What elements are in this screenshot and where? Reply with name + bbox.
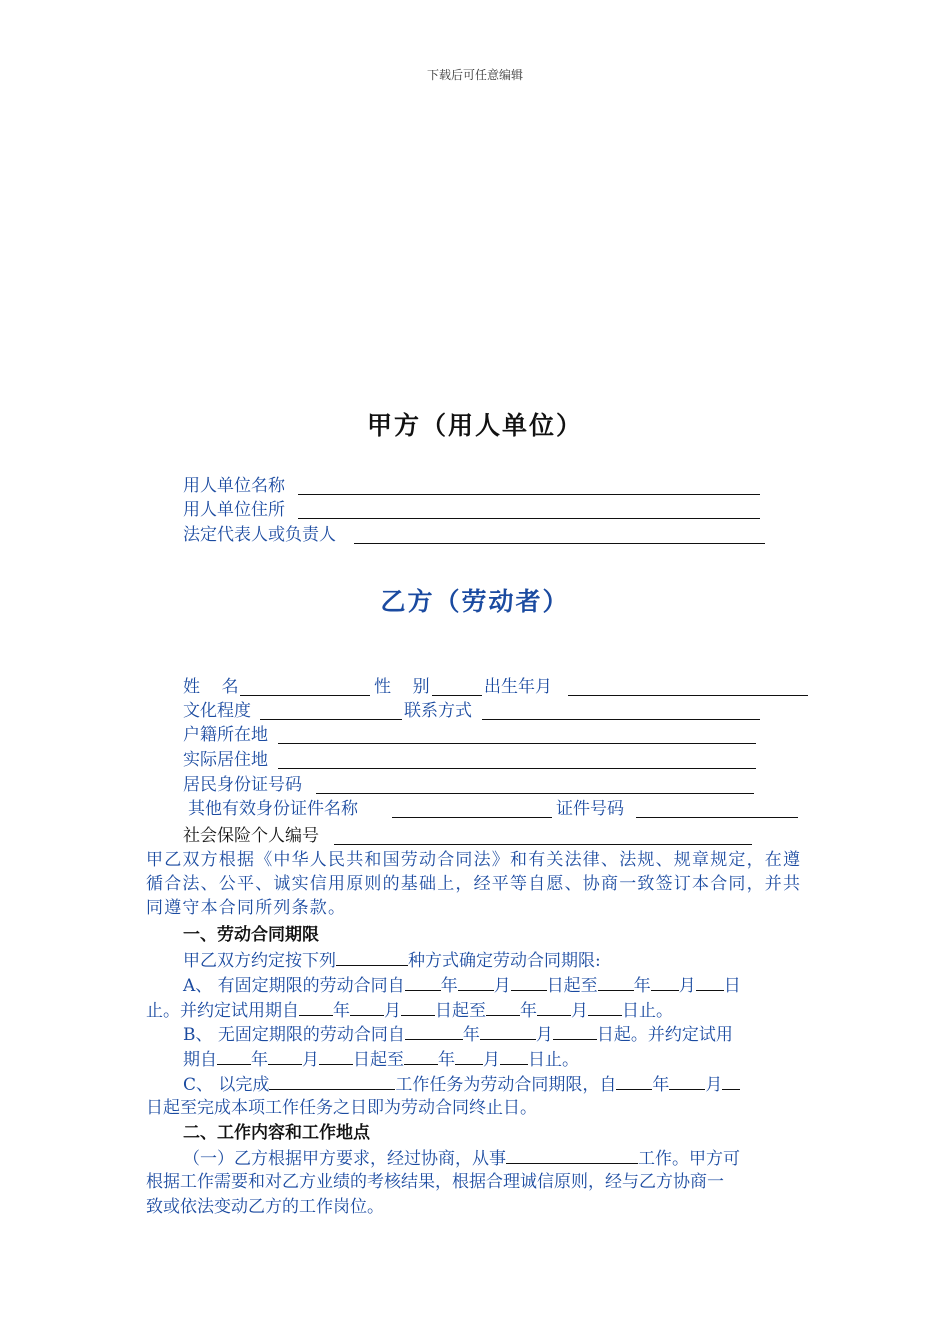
blank[interactable] <box>500 1046 528 1065</box>
month-text: 月 <box>571 1001 588 1021</box>
residence-field[interactable] <box>278 768 756 769</box>
blank[interactable] <box>455 1046 483 1065</box>
household-label: 户籍所在地 <box>183 725 268 745</box>
from-to-text: 日起至 <box>353 1050 404 1070</box>
sec2-p1 <box>183 1145 740 1171</box>
blank[interactable] <box>651 972 679 991</box>
month-text: 月 <box>705 1075 723 1095</box>
from-to-text: 日起至 <box>546 976 598 996</box>
gender-field[interactable] <box>432 695 482 696</box>
section-1-title-text: 一、劳动合同期限 <box>183 925 319 945</box>
blank[interactable] <box>405 972 441 991</box>
option-c-mid-text: 工作任务为劳动合同期限，自 <box>395 1075 617 1095</box>
blank[interactable] <box>350 997 384 1016</box>
option-b-line-2 <box>183 1046 579 1072</box>
task-blank[interactable] <box>269 1071 395 1090</box>
intro-paragraph: 甲乙双方根据《中华人民共和国劳动合同法》和有关法律、法规、规章规定，在遵循合法、公平、诚实信用原则的基础上，经平等自愿、协商一致签订本合同，并共同遵守本合同所列条款。 <box>146 850 802 918</box>
gender-label: 性 别 <box>374 677 430 697</box>
option-a-text: A、 有固定期限的劳动合同自 <box>183 976 405 996</box>
blank[interactable] <box>669 1071 705 1090</box>
blank[interactable] <box>588 997 622 1016</box>
option-b-end-text: 日起。并约定试用 <box>596 1025 733 1045</box>
employer-address-label: 用人单位住所 <box>183 500 285 520</box>
residence-label: 实际居住地 <box>183 750 268 770</box>
end-text: 日止。 <box>528 1050 579 1070</box>
blank[interactable] <box>553 1021 597 1040</box>
id-number-field[interactable] <box>316 793 754 794</box>
option-c-line-2: 日起至完成本项工作任务之日即为劳动合同终止日。 <box>146 1098 537 1118</box>
job-blank[interactable] <box>506 1145 638 1164</box>
month-text: 月 <box>678 976 696 996</box>
contact-field[interactable] <box>482 719 760 720</box>
year-text: 年 <box>462 1025 480 1045</box>
page-header-note: 下载后可任意编辑 <box>426 68 523 82</box>
cert-no-label: 证件号码 <box>556 799 624 819</box>
month-text: 月 <box>535 1025 553 1045</box>
sec2-p2: 根据工作需要和对乙方业绩的考核结果，根据合理诚信原则，经与乙方协商一 <box>146 1172 724 1192</box>
day-text: 日 <box>723 976 741 996</box>
employer-name-field[interactable] <box>298 494 760 495</box>
sec2-p3: 致或依法变动乙方的工作岗位。 <box>146 1197 384 1217</box>
option-c-line-1 <box>183 1071 740 1097</box>
section-2-title <box>183 1121 370 1145</box>
stop-text: 止。 <box>146 1001 180 1021</box>
option-a-line-2 <box>146 997 673 1023</box>
other-id-label: 其他有效身份证件名称 <box>188 799 358 819</box>
education-field[interactable] <box>260 719 402 720</box>
blank[interactable] <box>217 1046 251 1065</box>
party-a-title: 甲方（用人单位） <box>366 411 583 440</box>
contact-label: 联系方式 <box>404 701 472 721</box>
from-to-text: 日起至 <box>435 1001 486 1021</box>
section-2-title-text: 二、工作内容和工作地点 <box>183 1123 370 1143</box>
employer-address-field[interactable] <box>298 518 760 519</box>
year-text: 年 <box>652 1075 670 1095</box>
sec1-p1 <box>183 947 601 973</box>
legal-rep-field[interactable] <box>354 543 765 544</box>
period-text: 期自 <box>183 1050 217 1070</box>
blank[interactable] <box>299 997 333 1016</box>
blank[interactable] <box>458 972 494 991</box>
option-c-text: C、 以完成 <box>183 1075 270 1095</box>
birth-field[interactable] <box>568 695 808 696</box>
month-text: 月 <box>493 976 511 996</box>
employer-name-label: 用人单位名称 <box>183 476 285 496</box>
blank[interactable] <box>480 1021 536 1040</box>
blank[interactable] <box>598 972 634 991</box>
month-text: 月 <box>384 1001 401 1021</box>
year-text: 年 <box>333 1001 350 1021</box>
year-text: 年 <box>438 1050 455 1070</box>
blank[interactable] <box>511 972 547 991</box>
blank[interactable] <box>319 1046 353 1065</box>
end-text: 日止。 <box>622 1001 673 1021</box>
option-a-line-1 <box>183 972 741 998</box>
party-b-title: 乙方（劳动者） <box>380 587 570 616</box>
blank[interactable] <box>268 1046 302 1065</box>
blank[interactable] <box>405 1021 463 1040</box>
blank[interactable] <box>696 972 724 991</box>
blank[interactable] <box>537 997 571 1016</box>
id-number-label: 居民身份证号码 <box>183 775 302 795</box>
education-label: 文化程度 <box>183 701 251 721</box>
blank[interactable] <box>401 997 435 1016</box>
blank[interactable] <box>486 997 520 1016</box>
blank[interactable] <box>722 1071 740 1090</box>
name-field[interactable] <box>240 695 370 696</box>
blank[interactable] <box>404 1046 438 1065</box>
cert-no-field[interactable] <box>636 817 798 818</box>
blank[interactable] <box>616 1071 652 1090</box>
social-security-label: 社会保险个人编号 <box>183 826 319 846</box>
probation-text: 并约定试用期自 <box>180 1001 299 1021</box>
household-field[interactable] <box>278 743 756 744</box>
social-security-field[interactable] <box>334 844 752 845</box>
option-b-line-1 <box>183 1021 733 1047</box>
sec1-p1b: 种方式确定劳动合同期限: <box>408 951 601 971</box>
sec1-p1a: 甲乙双方约定按下列 <box>183 951 336 971</box>
sec2-p1b: 工作。甲方可 <box>638 1149 740 1169</box>
section-1-title <box>183 923 319 947</box>
month-text: 月 <box>483 1050 500 1070</box>
year-text: 年 <box>251 1050 268 1070</box>
legal-rep-label: 法定代表人或负责人 <box>183 525 336 545</box>
sec2-p1a: （一）乙方根据甲方要求，经过协商，从事 <box>183 1149 506 1169</box>
method-blank[interactable] <box>336 947 408 966</box>
year-text: 年 <box>440 976 458 996</box>
name-label: 姓 名 <box>183 677 239 697</box>
option-b-text: B、 无固定期限的劳动合同自 <box>183 1025 405 1045</box>
other-id-field[interactable] <box>392 817 552 818</box>
birth-label: 出生年月 <box>484 677 552 697</box>
year-text: 年 <box>633 976 651 996</box>
year-text: 年 <box>520 1001 537 1021</box>
month-text: 月 <box>302 1050 319 1070</box>
